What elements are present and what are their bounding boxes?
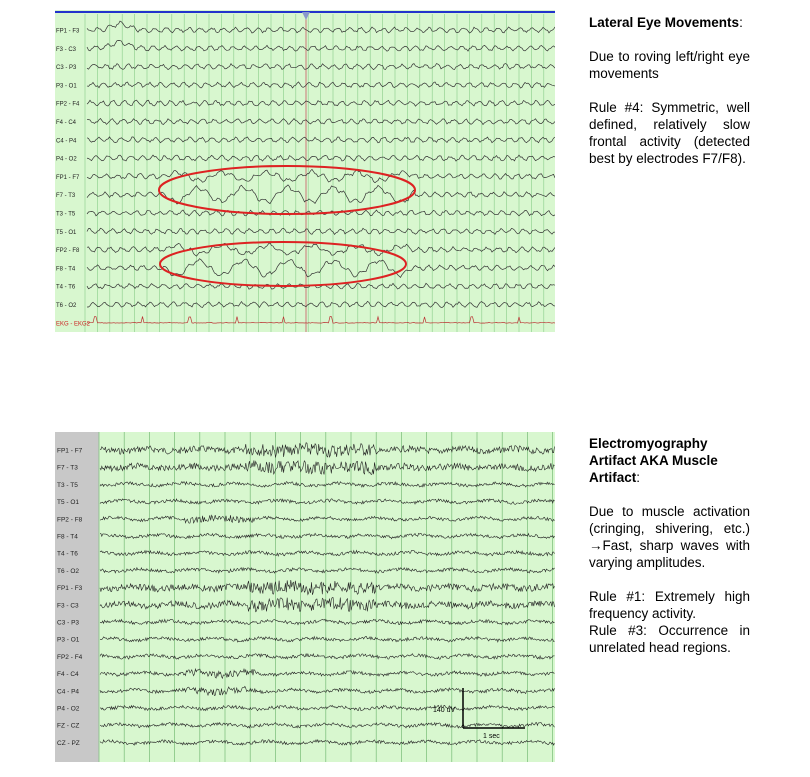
- caption-rule-3: Rule #3: Occurrence in unrelated head regions.: [589, 623, 750, 655]
- channel-label: FP1 - F3: [56, 28, 80, 35]
- channel-label: T5 - O1: [56, 229, 77, 236]
- caption-rule-4: Rule #4: Symmetric, well defined, relatively slow frontal activity (detected best by electrodes F7/F8).: [589, 100, 750, 166]
- channel-label: P3 - O1: [57, 636, 80, 644]
- caption-muscle-artifact: [589, 435, 750, 656]
- channel-label: C4 - P4: [56, 138, 77, 145]
- channel-label: C3 - P3: [56, 65, 77, 72]
- channel-label: FZ - CZ: [57, 722, 80, 730]
- channel-label: FP1 - F3: [57, 585, 83, 593]
- eeg-lateral-eye-movements: [55, 10, 555, 332]
- channel-label: F4 - C4: [56, 120, 77, 126]
- channel-label: F8 - T4: [57, 533, 78, 541]
- caption-description: Due to roving left/right eye movements: [589, 49, 750, 81]
- channel-label: FP2 - F8: [56, 248, 80, 255]
- caption-title-line-3: Artifact: [589, 470, 637, 485]
- channel-label: P4 - O2: [56, 156, 77, 163]
- scale-time-label: 1 sec: [483, 733, 500, 740]
- caption-title-colon: :: [636, 470, 641, 485]
- channel-label: P4 - O2: [57, 705, 80, 713]
- channel-label: C4 - P4: [57, 688, 80, 696]
- channel-label: F3 - C3: [56, 46, 77, 53]
- eeg-background: [55, 10, 555, 332]
- eeg-background: [55, 432, 555, 762]
- channel-label: T3 - T5: [56, 211, 76, 218]
- channel-label: T6 - O2: [57, 567, 80, 575]
- caption-title-line-2: Artifact AKA Muscle: [589, 453, 718, 468]
- caption-title-line-1: Electromyography: [589, 436, 708, 451]
- channel-label: T3 - T5: [57, 481, 78, 489]
- caption-description: Due to muscle activation (cringing, shivering, etc.) →Fast, sharp waves with varying amplitudes.: [589, 504, 750, 570]
- channel-label: F8 - T4: [56, 266, 76, 273]
- channel-label: EKG - EKG2: [56, 321, 91, 328]
- channel-label: C3 - P3: [57, 619, 80, 627]
- channel-label: FP2 - F4: [56, 101, 80, 108]
- channel-label: T4 - T6: [57, 550, 78, 558]
- channel-label: T4 - T6: [56, 284, 76, 291]
- caption-title-colon: :: [739, 15, 743, 30]
- channel-label: FP1 - F7: [56, 174, 80, 181]
- channel-label: FP2 - F8: [57, 516, 83, 524]
- channel-label: F7 - T3: [56, 193, 76, 200]
- channel-label: FP2 - F4: [57, 653, 83, 661]
- channel-label: CZ - PZ: [57, 739, 80, 747]
- scale-amplitude-label: 140 uV: [433, 707, 456, 714]
- channel-label: T5 - O1: [57, 499, 80, 507]
- caption-title: Lateral Eye Movements: [589, 15, 740, 30]
- caption-lateral-eye-movements: [589, 14, 750, 167]
- channel-label: F3 - C3: [57, 602, 79, 610]
- channel-label: F7 - T3: [57, 464, 78, 472]
- eeg-muscle-artifact: [55, 432, 555, 762]
- channel-label: P3 - O1: [56, 83, 77, 90]
- channel-label: FP1 - F7: [57, 447, 83, 455]
- caption-rule-1: Rule #1: Extremely high frequency activity.: [589, 589, 750, 621]
- channel-label: T6 - O2: [56, 303, 77, 309]
- channel-label: F4 - C4: [57, 671, 79, 679]
